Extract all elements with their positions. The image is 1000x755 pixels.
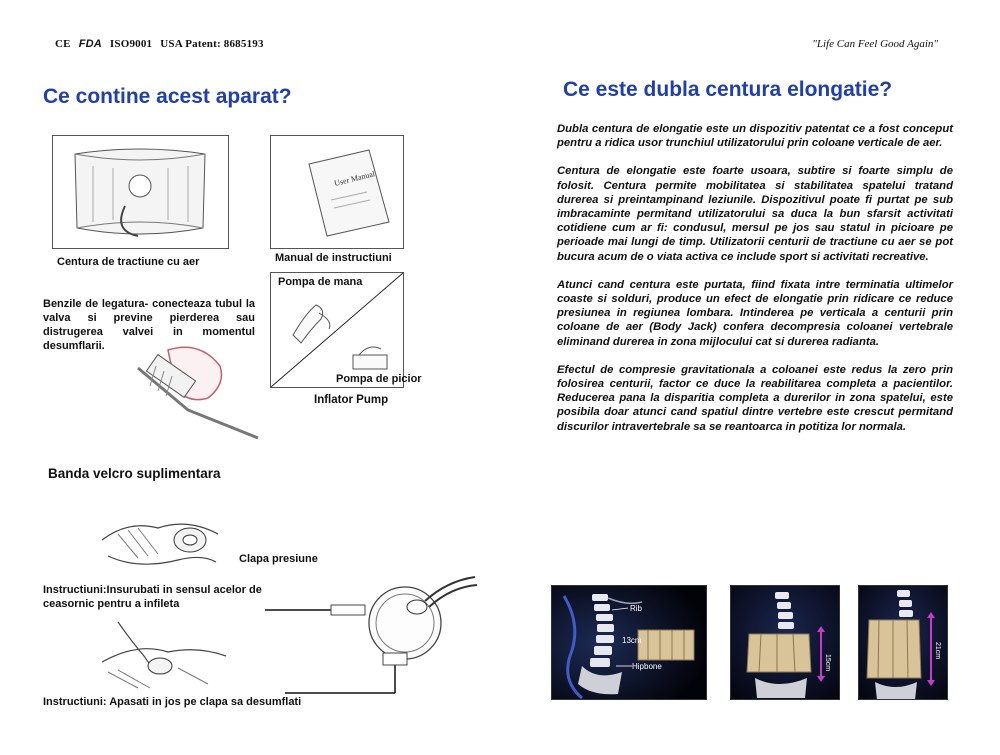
height-label-21: 21cm xyxy=(934,642,941,660)
paragraph-usage: Centura de elongatie este foarte usoara, subtire si foarte simplu de folosit. Centura permite mobilitatea si stabilitatea spatelui tratand durerea si preintampinand leziunile. Dispozitivul poate fi purtat pe sub imbracaminte permitand utilizatorului sa duca la bun sfarsit activitati cotidiene cum ar fi: condusul, mersul pe jos sau statul in picioare pe perioade mai lungi de timp. Utilizatorii centurii de tractiune cu aer se pot bucura acum de o viata activa ce include sport si activitati recreative. xyxy=(557,165,953,263)
spine-illustration-1 xyxy=(552,586,707,700)
width-label: 13cm xyxy=(622,636,642,645)
manual-caption: Manual de instructiuni xyxy=(275,252,392,264)
manual-illustration xyxy=(271,136,403,248)
spine-illustration-3 xyxy=(859,586,948,700)
hand-pump-caption: Pompa de mana xyxy=(278,276,363,288)
left-page-title: Ce contine acest aparat? xyxy=(43,85,292,108)
foot-pump-caption: Pompa de picior xyxy=(336,373,422,385)
spine-photo-1 xyxy=(551,585,707,700)
paragraph-compression: Efectul de compresie gravitationala a coloanei este redus la zero prin folosirea centurii, factor ce duce la reabilitarea completa a pacientilor. Reducerea pana la disparitia completa a durerilor in zona spatelui, este posibila doar atunci cand spatiul dintre vertebre este crescut permitand discurilor intravertebrale sa se reantoarca in potitiza lor normala. xyxy=(557,363,953,433)
screw-valve-sketch xyxy=(98,500,224,576)
press-valve-sketch xyxy=(98,612,230,692)
valve-diagram xyxy=(265,575,480,695)
spine-illustration-2 xyxy=(731,586,840,700)
spine-photo-3 xyxy=(858,585,948,700)
hipbone-label: Hipbone xyxy=(632,662,662,671)
instruction-screw: Instructiuni:Insurubati in sensul acelor de ceasornic pentru a infileta xyxy=(43,584,262,610)
manual-cover-text: User Manual xyxy=(333,169,376,188)
valve-caption: Clapa presiune xyxy=(239,553,318,565)
certification-bar xyxy=(55,38,264,50)
paragraph-intro: Dubla centura de elongatie este un dispozitiv patentat ce a fost conceput pentru a ridica usor trunchiul utilizatorului prin coloane verticale de aer. xyxy=(557,123,953,150)
belt-image-box xyxy=(52,135,229,249)
height-label-15: 15cm xyxy=(824,654,831,672)
pump-image-box xyxy=(270,272,404,388)
right-page-title: Ce este dubla centura elongatie? xyxy=(563,78,893,101)
ce-mark: CE xyxy=(55,38,71,50)
rib-label: Rib xyxy=(630,604,643,613)
strap-illustration xyxy=(128,338,273,448)
straps-description: Benzile de legatura- conecteaza tubul la valva si previne pierderea sau distrugerea valvei in momentul desumflarii. xyxy=(43,298,255,352)
spine-photo-2 xyxy=(730,585,840,700)
pump-illustration xyxy=(271,273,403,387)
inflator-caption: Inflator Pump xyxy=(314,394,389,406)
fda-mark: FDA xyxy=(78,38,102,50)
belt-caption: Centura de tractiune cu aer xyxy=(57,256,200,268)
slogan: "Life Can Feel Good Again" xyxy=(812,38,938,50)
instruction-press: Instructiuni: Apasati in jos pe clapa sa desumflati xyxy=(43,696,302,708)
manual-image-box xyxy=(270,135,404,249)
belt-illustration xyxy=(53,136,228,248)
paragraph-effect: Atunci cand centura este purtata, fiind fixata intre terminatia ultimelor coaste si solduri, produce un efect de elongatie prin ridicare ce reduce presiunea in regiunea lombara. Intinderea pe verticala a centurii prin coloane de aer (Body Jack) confera decompresia coloanei vertebrale eliminand durerea in zona mijlocului cat si durerea radianta. xyxy=(557,278,953,348)
iso-mark: ISO9001 xyxy=(109,38,153,50)
velcro-title: Banda velcro suplimentara xyxy=(48,466,221,481)
description-text xyxy=(557,122,953,448)
patent-text: USA Patent: 8685193 xyxy=(160,38,264,50)
